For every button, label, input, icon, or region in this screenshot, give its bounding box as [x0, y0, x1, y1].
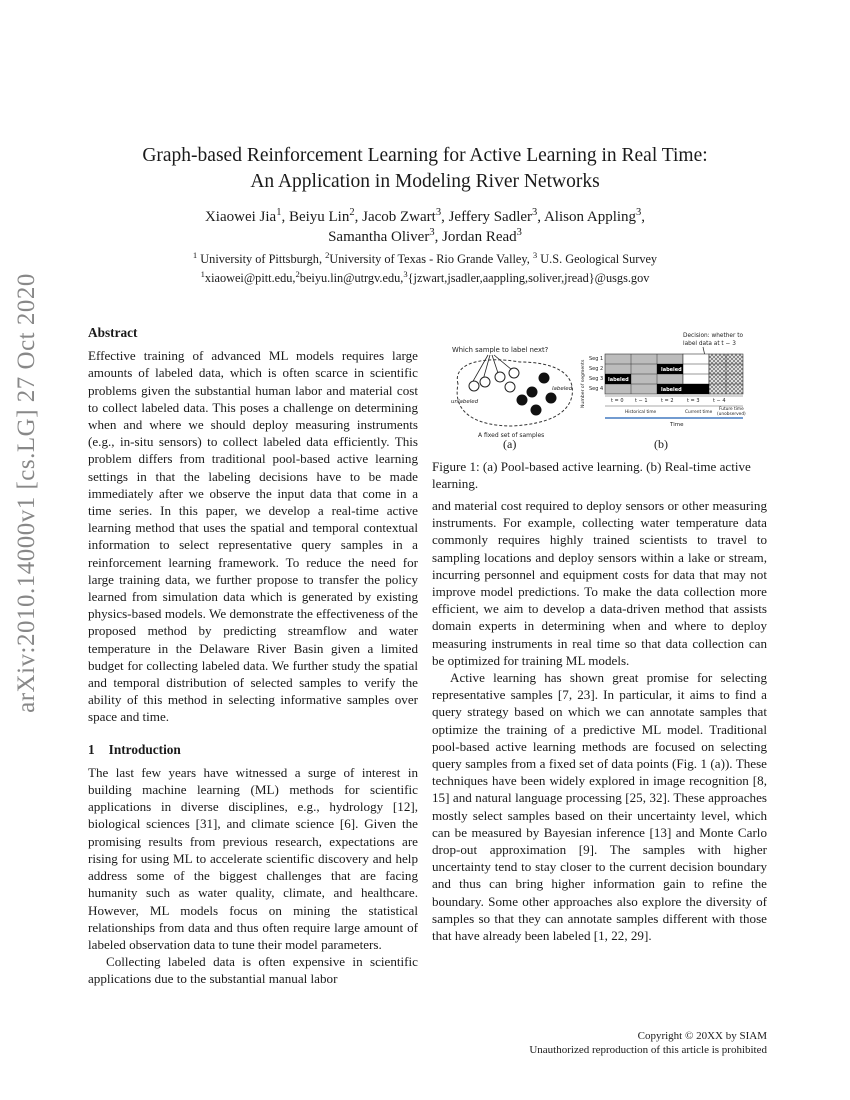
svg-text:t − 1: t − 1	[635, 398, 648, 404]
svg-text:Decision: whether to: Decision: whether to	[683, 333, 744, 339]
arxiv-identifier: arXiv:2010.14000v1 [cs.LG] 27 Oct 2020	[13, 272, 40, 713]
svg-text:unlabeled: unlabeled	[451, 399, 479, 405]
svg-text:A fixed set of samples: A fixed set of samples	[478, 432, 545, 439]
svg-text:Time: Time	[670, 422, 684, 428]
right-column	[432, 497, 767, 944]
left-column	[88, 324, 418, 988]
subfigure-label-a: (a)	[503, 437, 517, 451]
figure-1	[432, 330, 772, 495]
svg-text:labeled: labeled	[552, 386, 573, 392]
svg-text:t = 3: t = 3	[687, 398, 700, 404]
title-line: An Application in Modeling River Networks	[250, 171, 600, 192]
svg-text:Historical time: Historical time	[625, 410, 657, 415]
paragraph: and material cost required to deploy sensors or other measuring instruments. For example, collecting water temperature data commonly requires highly trained scientists to travel to sampling locations and deploy sensors within a lake or stream, incurring personnel and equipment costs for data that may not improve model predictions. To make the data collection more efficient, we aim to develop a data-driven method that assists domain experts in determining when and where to deploy measuring instruments in real time so that data collection can be optimized for training ML models.	[432, 498, 767, 668]
figure-caption: Figure 1: (a) Pool-based active learning. (b) Real-time active learning.	[432, 459, 751, 491]
paragraph: Active learning has shown great promise for selecting representative samples [7, 23]. In particular, it aims to find a query strategy based on which we can annotate samples that optimize the training of a predictive ML model. Traditional pool-based active learning methods are focused on selecting query samples from a fixed set of data points (Fig. 1 (a)). These techniques have been widely explored in image recognition [8, 15] and natural language processing [25, 32]. These approaches mostly select samples based on their uncertainty level, which can be measured by Bayesian inference [13] and Monte Carlo drop-out approximation [9]. The samples with higher uncertainty tend to stay closer to the current decision boundary and thus can bring higher information gain to refine the boundary. Some other approaches also explore the diversity of samples so that they can annotate samples different with those that have already been labeled [1, 22, 29].	[432, 670, 767, 944]
svg-text:Seg 4: Seg 4	[589, 386, 604, 392]
paragraph: The last few years have witnessed a surge of interest in building machine learning (ML) methods for scientific applications in diverse disciplines, e.g., hydrology [12], biological sciences [31], and climate science [6]. Given the promising results from previous research, expectations are rising for using ML to accelerate scientific discovery and help address some of the biggest challenges that are facing humanity such as water quality, climate, and healthcare. However, ML models focus on mining the statistical relationships from data and thus often require large amount of labeled observation data to tune their model parameters.	[88, 764, 418, 952]
paper-title	[60, 143, 790, 195]
abstract-text: Effective training of advanced ML models requires large amounts of labeled data, which is often scarce in scientific problems given the substantial human labor and material cost to collect labeled data. This poses a challenge on determining when and where we should deploy measuring instruments (e.g., in-situ sensors) to collect labeled data efficiently. This problem differs from traditional pool-based active learning settings in that the labeling decisions have to be made immediately after we observe the input data that come in a time series. In this paper, we develop a real-time active learning method that uses the spatial and temporal contextual information to select representative query samples in a reinforcement learning framework. To reduce the need for large training data, we further propose to transfer the policy learned from simulation data which is generated by existing physics-based models. We demonstrate the effectiveness of the proposed method by predicting streamflow and water temperature in the Delaware River Basin given a limited budget for collecting labeled data. We further study the spatial and temporal distribution of selected samples to verify the ability of this method in selecting informative samples over space and time.	[88, 348, 418, 725]
abstract-heading: Abstract	[88, 325, 138, 340]
svg-text:t − 4: t − 4	[713, 398, 726, 404]
section-heading-introduction: 1 Introduction	[88, 741, 181, 757]
svg-text:Which sample to label next?: Which sample to label next?	[452, 346, 549, 354]
real-time-diagram	[575, 330, 775, 435]
svg-text:Seg 3: Seg 3	[589, 376, 604, 382]
svg-text:Current time: Current time	[685, 410, 713, 415]
author-list: Xiaowei Jia$^1$, Beiyu Lin$^2$, Jacob Zwart$^3$, Jeffery Sadler$^3$, Alison Appling$^3$, Samantha Oliver$^3$, Jordan Read$^3$	[204, 207, 646, 245]
svg-text:(unobserved): (unobserved)	[717, 412, 746, 417]
svg-text:labeled: labeled	[661, 367, 682, 373]
svg-text:Number of segments: Number of segments	[581, 359, 586, 408]
paragraph: Collecting labeled data is often expensive in scientific applications due to the substantial manual labor	[88, 954, 418, 987]
svg-text:Seg 2: Seg 2	[589, 366, 604, 372]
title-line: Graph-based Reinforcement Learning for Active Learning in Real Time:	[142, 145, 708, 166]
svg-text:t = 0: t = 0	[611, 398, 624, 404]
affiliations: $^1$ University of Pittsburgh, $^2$University of Texas - Rio Grande Valley, $^3$ U.S. Geological Survey $^1$xiaowei@pitt.edu,$^2$beiyu.lin@utrgv.edu,$^3${jzwart,jsadler,aappling,soliver,jread}@usgs.gov	[80, 250, 770, 288]
svg-text:label data at t − 3: label data at t − 3	[683, 341, 736, 347]
svg-text:labeled: labeled	[608, 377, 629, 383]
author-emails: $^1$xiaowei@pitt.edu,$^2$beiyu.lin@utrgv.edu,$^3${jzwart,jsadler,aappling,soliver,jread}@usgs.gov	[200, 268, 650, 285]
svg-text:labeled: labeled	[661, 387, 682, 393]
copyright-notice: Copyright © 20XX by SIAM Unauthorized reproduction of this article is prohibited	[529, 1030, 767, 1056]
subfigure-label-b: (b)	[654, 437, 668, 451]
svg-text:t = 2: t = 2	[661, 398, 674, 404]
svg-text:Future time: Future time	[719, 407, 744, 412]
svg-text:Seg 1: Seg 1	[589, 356, 604, 362]
